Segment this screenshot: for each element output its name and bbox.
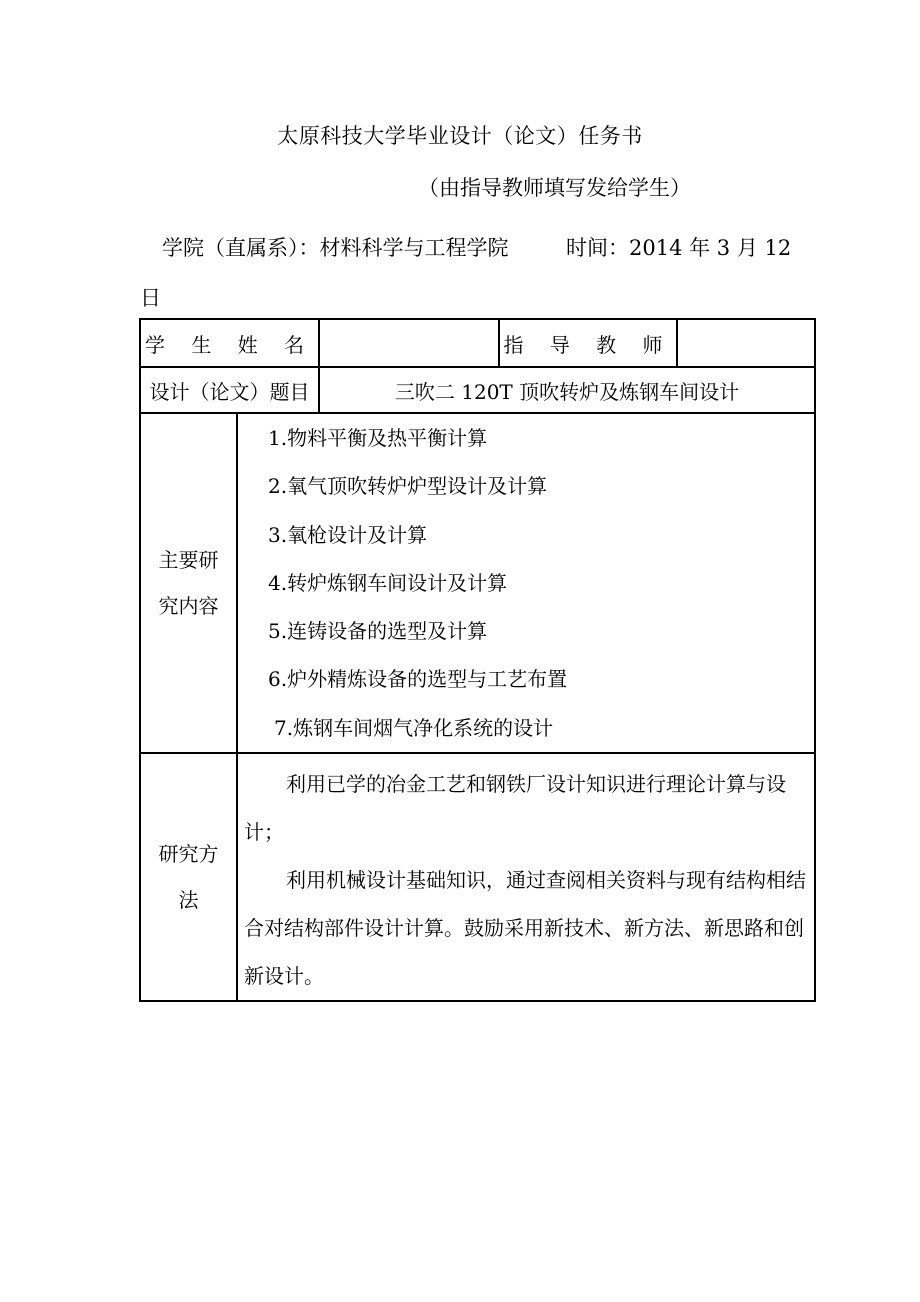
method-label <box>140 753 237 1001</box>
method-paragraph: 利用机械设计基础知识，通过查阅相关资料与现有结构相结合对结构部件设计计算。鼓励采用新技术、新方法、新思路和创新设计。 <box>244 868 806 989</box>
student-name-value <box>319 319 499 367</box>
list-item: 2.氧气顶吹转炉炉型设计及计算 <box>268 474 548 499</box>
table-row-topic <box>140 367 815 413</box>
topic-label: 设计（论文）题目 <box>140 367 319 413</box>
table-row-content <box>140 413 815 753</box>
table-row-method <box>140 753 815 1001</box>
department-line: 学院（直属系）：材料科学与工程学院 <box>162 236 509 260</box>
method-label-line: 研究方 <box>158 842 219 867</box>
list-item: 4.转炉炼钢车间设计及计算 <box>268 570 508 595</box>
student-name-label: 学 生 姓 名 <box>140 319 319 367</box>
advisor-value <box>677 319 815 367</box>
document-subtitle: （由指导教师填写发给学生） <box>418 176 691 200</box>
list-item: 3.氧枪设计及计算 <box>268 522 428 547</box>
advisor-label: 指 导 教 师 <box>499 319 677 367</box>
topic-value: 三吹二 120T 顶吹转炉及炼钢车间设计 <box>319 367 815 413</box>
list-item: 6.炉外精炼设备的选型与工艺布置 <box>268 667 568 692</box>
content-label <box>140 413 237 753</box>
list-item: 1.物料平衡及热平衡计算 <box>268 426 488 450</box>
document-title: 太原科技大学毕业设计（论文）任务书 <box>277 124 643 148</box>
date-line: 时间：2014 年 3 月 12 <box>566 236 792 260</box>
method-text <box>237 753 815 1001</box>
content-list <box>237 413 815 753</box>
method-label-line: 法 <box>178 888 199 913</box>
content-label-line: 究内容 <box>158 594 219 619</box>
list-item: 5.连铸设备的选型及计算 <box>268 619 488 644</box>
table-row-student <box>140 319 815 367</box>
list-item: 7.炼钢车间烟气净化系统的设计 <box>274 715 554 740</box>
method-paragraph: 利用已学的冶金工艺和钢铁厂设计知识进行理论计算与设计； <box>244 772 786 845</box>
content-label-line: 主要研 <box>158 548 219 573</box>
date-line-wrap: 日 <box>140 286 161 310</box>
task-table <box>139 318 816 1002</box>
